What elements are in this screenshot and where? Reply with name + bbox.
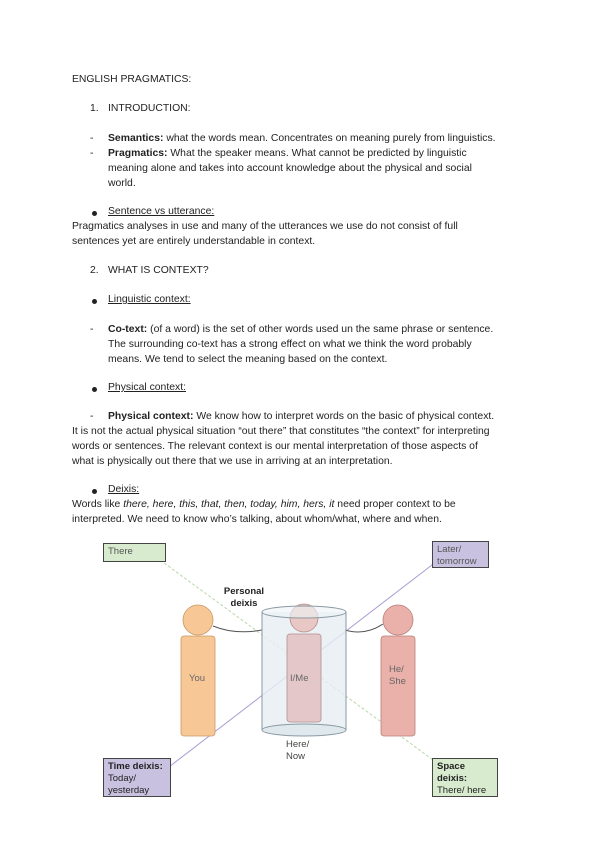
- he-she-label: [389, 664, 406, 688]
- deixis-pre: Words like: [72, 499, 124, 510]
- linguistic-context-label: Linguistic context:: [108, 294, 191, 305]
- you-head: [183, 605, 213, 635]
- deixis-text: deixis: [230, 598, 258, 609]
- cotext-line-3: means. We tend to select the meaning based on the context.: [108, 354, 388, 365]
- pragmatics-term: Pragmatics:: [108, 148, 168, 159]
- space-deixis-box: [432, 758, 498, 797]
- dash-marker: -: [90, 148, 94, 159]
- dash-marker: -: [90, 324, 94, 335]
- deixis-label: Deixis:: [108, 484, 140, 495]
- physical-text: We know how to interpret words on the basic of physical context.: [193, 411, 495, 422]
- tomorrow-label: tomorrow: [437, 556, 477, 567]
- section-heading: INTRODUCTION:: [108, 103, 191, 114]
- personal-text: Personal: [223, 586, 265, 597]
- she-text: She: [389, 676, 406, 687]
- he-she-head: [383, 605, 413, 635]
- paragraph-line: sentences yet are entirely understandable in context.: [72, 236, 316, 247]
- cotext-text: (of a word) is the set of other words used un the same phrase or sentence.: [147, 324, 494, 335]
- pragmatics-line-3: world.: [108, 178, 136, 189]
- yesterday-label: yesterday: [108, 785, 150, 796]
- now-text: Now: [286, 751, 306, 762]
- there-here-label: There/ here: [437, 785, 487, 796]
- cotext-term: Co-text:: [108, 324, 148, 335]
- time-deixis-box: [103, 758, 171, 797]
- there-box: [103, 543, 166, 562]
- section-heading: WHAT IS CONTEXT?: [108, 265, 209, 276]
- pragmatics-text: What the speaker means. What cannot be predicted by linguistic: [167, 148, 467, 159]
- dash-marker: -: [90, 411, 94, 422]
- cylinder-top: [262, 606, 346, 618]
- deixis-line-2: interpreted. We need to know who’s talking, about whom/what, where and when.: [72, 514, 442, 525]
- section-number: 1.: [90, 103, 99, 114]
- pragmatics-line-2: meaning alone and takes into account knowledge about the physical and social: [108, 163, 472, 174]
- sentence-vs-utterance-label: Sentence vs utterance:: [108, 206, 215, 217]
- later-label: Later/: [437, 544, 462, 555]
- cotext-line-2: The surrounding co-text has a strong effect on what we think the word probably: [108, 339, 472, 350]
- deixis-words: there, here, this, that, then, today, him, hers, it: [123, 499, 335, 510]
- here-now-label: [286, 739, 309, 763]
- document-title: ENGLISH PRAGMATICS:: [72, 74, 192, 85]
- later-box: [432, 541, 489, 568]
- physical-term: Physical context:: [108, 411, 194, 422]
- today-label: Today/: [108, 773, 136, 784]
- i-me-label: I/Me: [290, 673, 309, 684]
- physical-line-3: words or sentences. The relevant context is our mental interpretation of those aspects of: [72, 441, 478, 452]
- space-term: Space: [437, 761, 465, 772]
- semantics-text: what the words mean. Concentrates on meaning purely from linguistics.: [163, 133, 496, 144]
- physical-line-2: It is not the actual physical situation “out there” that constitutes “the context” for interpreting: [72, 426, 490, 437]
- semantics-term: Semantics:: [108, 133, 164, 144]
- cylinder-bottom: [262, 724, 346, 736]
- he-text: He/: [389, 664, 404, 675]
- physical-context-label: Physical context:: [108, 382, 186, 393]
- deixis-post: need proper context to be: [334, 499, 456, 510]
- physical-line-4: what is physically out there that we use in arriving at an interpretation.: [72, 456, 393, 467]
- dash-marker: -: [90, 133, 94, 144]
- personal-deixis-label: [222, 586, 266, 610]
- paragraph-line: Pragmatics analyses in use and many of the utterances we use do not consist of full: [72, 221, 458, 232]
- there-label: There: [108, 546, 133, 557]
- section-number: 2.: [90, 265, 99, 276]
- here-text: Here/: [286, 739, 310, 750]
- you-label: You: [189, 673, 206, 684]
- time-deixis-term: Time deixis:: [108, 761, 163, 772]
- you-body: [181, 636, 215, 736]
- deixis-term: deixis:: [437, 773, 468, 784]
